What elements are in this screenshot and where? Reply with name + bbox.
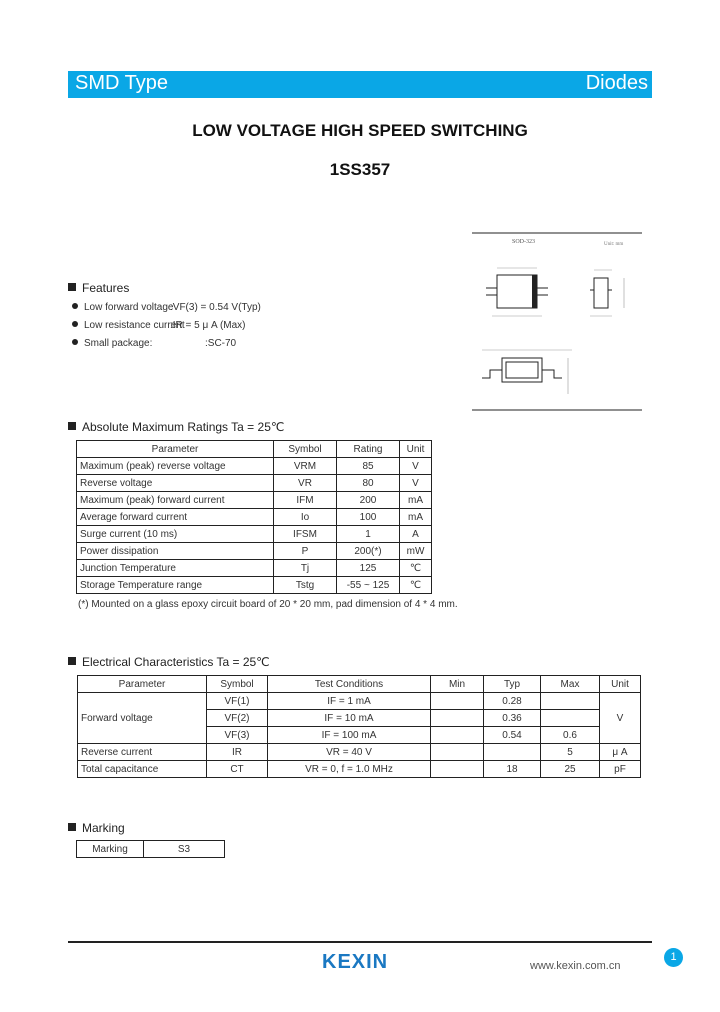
footer-url[interactable]: www.kexin.com.cn [530, 960, 621, 972]
table-cell [431, 710, 484, 727]
column-header: Symbol [274, 441, 337, 458]
abs-max-note: (*) Mounted on a glass epoxy circuit board of 20 * 20 mm, pad dimension of 4 * 4 mm. [78, 599, 458, 610]
features-heading: Features [68, 281, 129, 295]
table-header-row [77, 441, 432, 458]
table-cell: mA [400, 492, 432, 509]
elec-heading: Electrical Characteristics Ta = 25℃ [68, 655, 270, 669]
table-cell: V [400, 475, 432, 492]
column-header: Parameter [78, 676, 207, 693]
package-units: Unit: mm [604, 242, 624, 247]
column-header: Min [431, 676, 484, 693]
bullet-icon [72, 303, 78, 309]
table-cell: V [400, 458, 432, 475]
table-cell: 0.6 [541, 727, 600, 744]
table-row [77, 509, 432, 526]
table-cell: Storage Temperature range [77, 577, 274, 594]
elec-table [77, 675, 641, 778]
column-header: Max [541, 676, 600, 693]
table-cell [541, 693, 600, 710]
table-cell [431, 761, 484, 778]
table-cell: Reverse current [78, 744, 207, 761]
column-header: Symbol [207, 676, 268, 693]
column-header: Rating [337, 441, 400, 458]
table-cell: Maximum (peak) reverse voltage [77, 458, 274, 475]
header-category: SMD Type [75, 72, 168, 94]
table-cell: IFSM [274, 526, 337, 543]
table-cell: 0.28 [484, 693, 541, 710]
table-cell: IFM [274, 492, 337, 509]
table-cell: VR = 0, f = 1.0 MHz [268, 761, 431, 778]
table-cell: ℃ [400, 560, 432, 577]
marking-value: S3 [144, 841, 225, 858]
table-cell: ℃ [400, 577, 432, 594]
table-cell: μ A [600, 744, 641, 761]
table-cell: 85 [337, 458, 400, 475]
table-cell: IR [207, 744, 268, 761]
table-row [77, 577, 432, 594]
table-cell: Power dissipation [77, 543, 274, 560]
feature-item [72, 338, 237, 349]
column-header: Test Conditions [268, 676, 431, 693]
feature-item [72, 320, 246, 331]
table-row [77, 458, 432, 475]
column-header: Parameter [77, 441, 274, 458]
square-bullet-icon [68, 657, 76, 665]
bullet-icon [72, 321, 78, 327]
marking-heading: Marking [68, 821, 125, 835]
table-cell [431, 693, 484, 710]
table-row [78, 693, 641, 710]
page-title: LOW VOLTAGE HIGH SPEED SWITCHING [192, 121, 528, 140]
feature-value: :SC-70 [205, 338, 237, 349]
square-bullet-icon [68, 422, 76, 430]
table-row [78, 761, 641, 778]
table-cell: 125 [337, 560, 400, 577]
table-row [77, 841, 225, 858]
table-cell: VR [274, 475, 337, 492]
page-number: 1 [664, 948, 683, 967]
table-row [77, 543, 432, 560]
table-cell: IF = 1 mA [268, 693, 431, 710]
part-number: 1SS357 [329, 160, 391, 179]
feature-label: Small package: [84, 338, 153, 349]
table-cell: mW [400, 543, 432, 560]
table-cell: 5 [541, 744, 600, 761]
square-bullet-icon [68, 823, 76, 831]
table-cell: Maximum (peak) forward current [77, 492, 274, 509]
table-row [77, 492, 432, 509]
header-bar [68, 71, 652, 98]
package-name: SOD-323 [512, 239, 536, 245]
table-cell: VR = 40 V [268, 744, 431, 761]
table-cell: Junction Temperature [77, 560, 274, 577]
table-cell: A [400, 526, 432, 543]
table-cell: Total capacitance [78, 761, 207, 778]
table-cell: P [274, 543, 337, 560]
package-drawing [472, 232, 642, 412]
table-cell: 25 [541, 761, 600, 778]
column-header: Unit [400, 441, 432, 458]
marking-table [76, 840, 225, 858]
table-cell: Tstg [274, 577, 337, 594]
abs-max-table [76, 440, 432, 594]
table-cell: IF = 10 mA [268, 710, 431, 727]
feature-label: Low resistance current [84, 320, 185, 331]
table-cell [541, 710, 600, 727]
table-cell [431, 727, 484, 744]
table-cell: Reverse voltage [77, 475, 274, 492]
table-cell: Surge current (10 ms) [77, 526, 274, 543]
table-cell: IF = 100 mA [268, 727, 431, 744]
table-cell: 0.54 [484, 727, 541, 744]
table-cell [484, 744, 541, 761]
table-row [77, 475, 432, 492]
abs-max-heading: Absolute Maximum Ratings Ta = 25℃ [68, 420, 284, 434]
table-cell: -55 ~ 125 [337, 577, 400, 594]
feature-value: :IR = 5 μ A (Max) [170, 320, 246, 331]
table-cell: 200(*) [337, 543, 400, 560]
table-cell: 0.36 [484, 710, 541, 727]
feature-item [72, 302, 261, 313]
footer-divider [68, 941, 652, 943]
table-header-row [78, 676, 641, 693]
marking-label: Marking [77, 841, 144, 858]
table-cell: VRM [274, 458, 337, 475]
forward-voltage-unit: V [600, 693, 641, 744]
table-cell: mA [400, 509, 432, 526]
feature-value: :VF(3) = 0.54 V(Typ) [170, 302, 261, 313]
feature-label: Low forward voltage [84, 302, 174, 313]
table-row [77, 526, 432, 543]
table-row [77, 560, 432, 577]
column-header: Typ [484, 676, 541, 693]
table-cell: pF [600, 761, 641, 778]
table-cell: 18 [484, 761, 541, 778]
table-cell: VF(2) [207, 710, 268, 727]
table-cell: 80 [337, 475, 400, 492]
table-cell [431, 744, 484, 761]
table-cell: Io [274, 509, 337, 526]
bullet-icon [72, 339, 78, 345]
table-cell: 1 [337, 526, 400, 543]
column-header: Unit [600, 676, 641, 693]
table-cell: Average forward current [77, 509, 274, 526]
table-cell: 200 [337, 492, 400, 509]
package-outline-diagram [472, 232, 642, 412]
table-cell: 100 [337, 509, 400, 526]
table-cell: CT [207, 761, 268, 778]
table-cell: VF(3) [207, 727, 268, 744]
forward-voltage-param: Forward voltage [78, 693, 207, 744]
header-type: Diodes [585, 72, 648, 94]
kexin-logo: KEXIN [322, 951, 389, 973]
table-cell: Tj [274, 560, 337, 577]
square-bullet-icon [68, 283, 76, 291]
table-cell: VF(1) [207, 693, 268, 710]
table-row [78, 744, 641, 761]
